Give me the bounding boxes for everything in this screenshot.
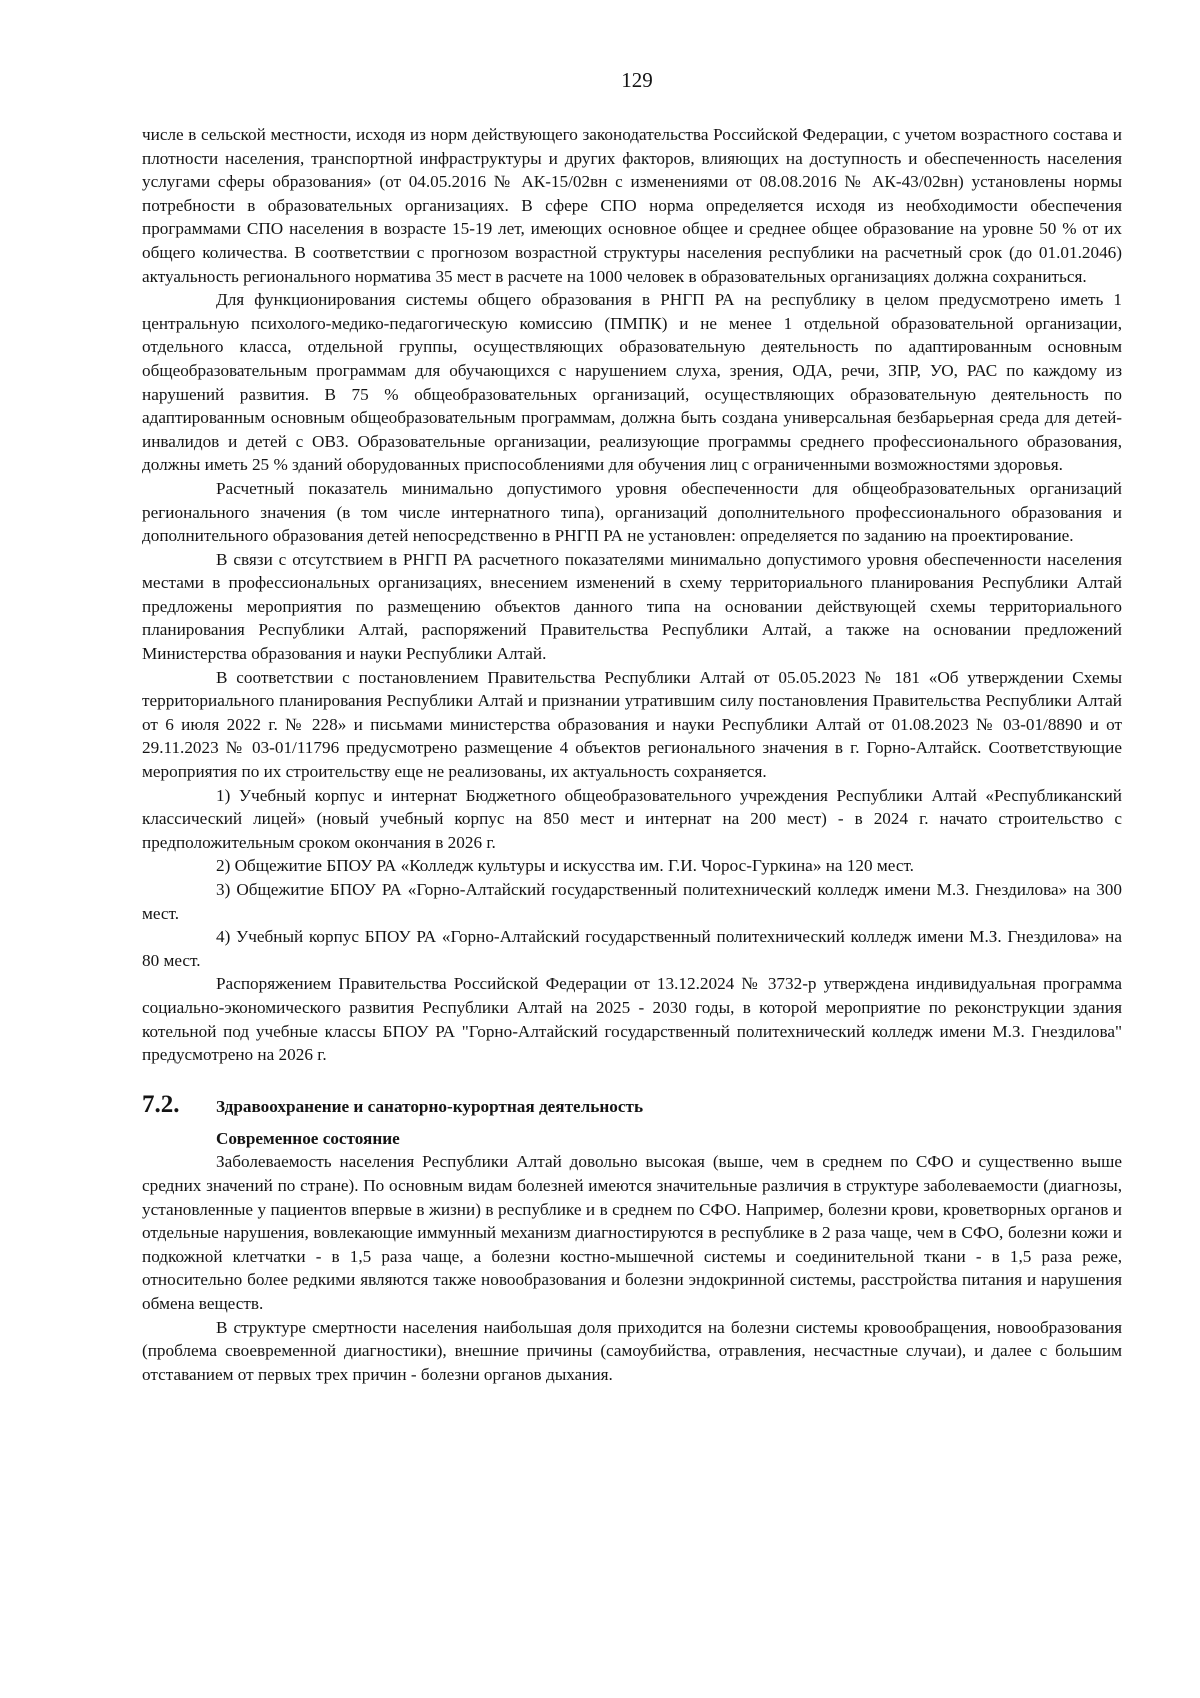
- page-number: 129: [621, 68, 653, 92]
- body-text-section: [142, 1150, 1122, 1386]
- subsection-heading: Современное состояние: [216, 1128, 400, 1148]
- paragraph-calculated-indicator: Расчетный показатель минимально допустимого уровня обеспеченности для общеобразовательных организаций регионального значения (в том числе интернатного типа), организаций дополнительного профессионального образования и дополнительного образования детей непосредственно в РНГП РА не установлен: определяется по заданию на проектирование.: [142, 478, 1122, 546]
- list-item-2: 2) Общежитие БПОУ РА «Колледж культуры и искусства им. Г.И. Чорос-Гуркина» на 120 мест.: [216, 856, 914, 876]
- body-text-top: [142, 123, 1122, 1067]
- paragraph-government-resolution: В соответствии с постановлением Правительства Республики Алтай от 05.05.2023 № 181 «Об утверждении Схемы территориального планирования Республики Алтай и признании утратившим силу постановления Правительства Республики Алтай от 6 июля 2022 г. № 228» и письмами министерства образования и науки Республики Алтай от 01.08.2023 № 03-01/8890 и от 29.11.2023 № 03-01/11796 предусмотрено размещение 4 объектов регионального значения в г. Горно-Алтайск. Соответствующие мероприятия по их строительству еще не реализованы, их актуальность сохраняется.: [142, 667, 1122, 782]
- list-item-1: 1) Учебный корпус и интернат Бюджетного общеобразовательного учреждения Республики Алтай «Республиканский классический лицей» (новый учебный корпус на 850 мест и интернат на 200 мест) - в 2024 г. начато строительство с предположительным сроком окончания в 2026 г.: [142, 785, 1122, 852]
- paragraph-morbidity: Заболеваемость населения Республики Алтай довольно высокая (выше, чем в среднем по СФО и существенно выше средних значений по стране). По основным видам болезней имеются значительные различия в структуре заболеваемости (диагнозы, установленные у пациентов впервые в жизни) в республике и в среднем по СФО. Например, болезни крови, кроветворных органов и отдельные нарушения, вовлекающие иммунный механизм диагностируются в республике в 2 раза чаще, чем в СФО, болезни кожи и подкожной клетчатки - в 1,5 раза чаще, а болезни костно-мышечной системы и соединительной ткани - в 1,5 раза реже, относительно более редкими являются также новообразования и болезни эндокринной системы, расстройства питания и нарушения обмена веществ.: [142, 1152, 1122, 1313]
- list-item-4: 4) Учебный корпус БПОУ РА «Горно-Алтайский государственный политехнический колледж имени М.З. Гнездилова» на 80 мест.: [142, 927, 1122, 970]
- paragraph-mortality: В структуре смертности населения наибольшая доля приходится на болезни системы кровообращения, новообразования (проблема своевременной диагностики), внешние причины (самоубийства, отравления, несчастные случаи), и далее с большим отставанием от первых трех причин - болезни органов дыхания.: [142, 1317, 1122, 1384]
- section-number: 7.2.: [142, 1090, 180, 1118]
- paragraph-continuation: числе в сельской местности, исходя из норм действующего законодательства Российской Федерации, с учетом возрастного состава и плотности населения, транспортной инфраструктуры и других факторов, влияющих на доступность и обеспеченность населения услугами сферы образования» (от 04.05.2016 № АК-15/02вн с изменениями от 08.08.2016 № АК-43/02вн) установлены нормы потребности в образовательных организациях. В сфере СПО норма определяется исходя из необходимости обеспечения программами СПО населения в возрасте 15-19 лет, имеющих основное общее и среднее общее образование на уровне 50 % от их общего количества. В соответствии с прогнозом возрастной структуры населения республики на расчетный срок (до 01.01.2046) актуальность регионального норматива 35 мест в расчете на 1000 человек в образовательных организациях должна сохраниться.: [142, 125, 1122, 286]
- section-title: Здравоохранение и санаторно-курортная деятельность: [216, 1096, 644, 1116]
- paragraph-professional-organizations: В связи с отсутствием в РНГП РА расчетного показателями минимально допустимого уровня обеспеченности населения местами в профессиональных организациях, внесением изменений в схему территориального планирования Республики Алтай предложены мероприятия по размещению объектов данного типа на основании действующей схемы территориального планирования Республики Алтай, распоряжений Правительства Республики Алтай, а также на основании предложений Министерства образования и науки Республики Алтай.: [142, 549, 1122, 664]
- paragraph-general-education: Для функционирования системы общего образования в РНГП РА на республику в целом предусмотрено иметь 1 центральную психолого-медико-педагогическую комиссию (ПМПК) и не менее 1 отдельной образовательной организации, отдельного класса, отдельной группы, осуществляющих образовательную деятельность по адаптированным основным общеобразовательным программам для обучающихся с нарушением слуха, зрения, ОДА, речи, ЗПР, УО, РАС по каждому из нарушений развития. В 75 % общеобразовательных организаций, осуществляющих образовательную деятельность по адаптированным основным общеобразовательным программам, должна быть создана универсальная безбарьерная среда для детей-инвалидов и детей с ОВЗ. Образовательные организации, реализующие программы среднего профессионального образования, должны иметь 25 % зданий оборудованных приспособлениями для обучения лиц с ограниченными возможностями здоровья.: [142, 290, 1122, 475]
- section-heading: [142, 1091, 1122, 1119]
- list-item-3: 3) Общежитие БПОУ РА «Горно-Алтайский государственный политехнический колледж имени М.З. Гнездилова» на 300 мест.: [142, 880, 1122, 923]
- paragraph-federal-order: Распоряжением Правительства Российской Федерации от 13.12.2024 № 3732-р утверждена индивидуальная программа социально-экономического развития Республики Алтай на 2025 - 2030 годы, в которой мероприятие по реконструкции здания котельной под учебные классы БПОУ РА "Горно-Алтайский государственный политехнический колледж имени М.З. Гнездилова" предусмотрено на 2026 г.: [142, 974, 1122, 1065]
